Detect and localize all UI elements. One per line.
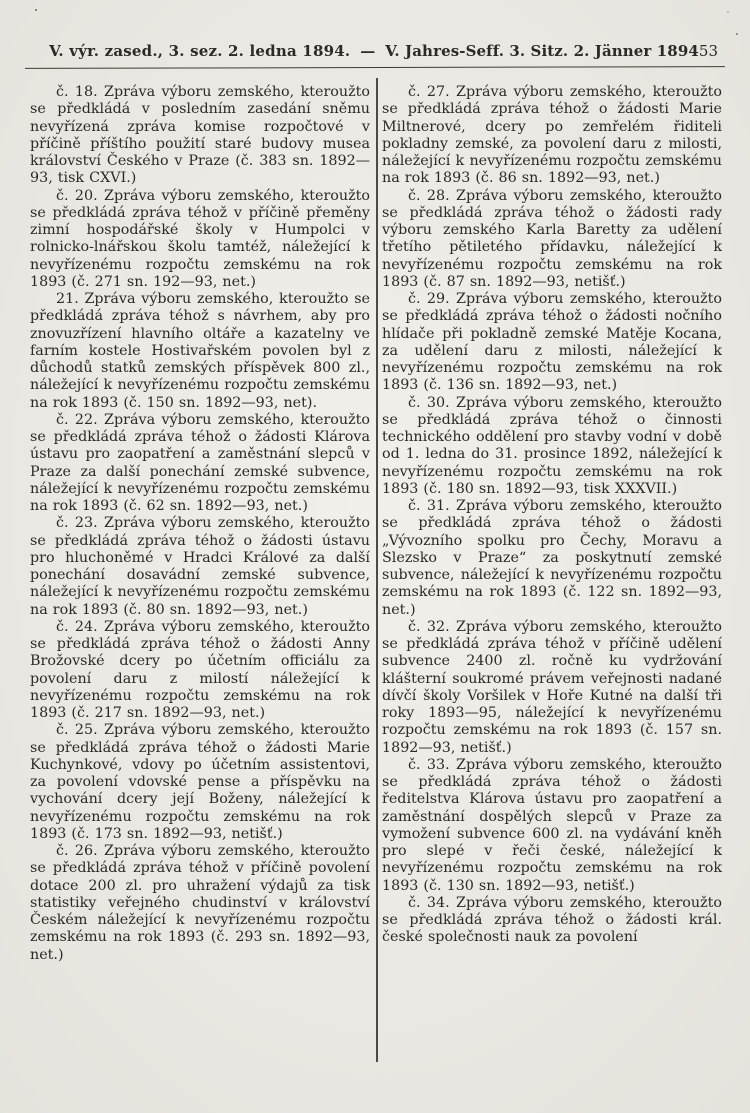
report-item-20: č. 20. Zpráva výboru zemského, kteroužto se předkládá zpráva téhož v příčině přeměny zimní hospodářské školy v Humpolci v rolnicko-lnářskou školu tamtéž, náležející k nevyřízenému rozpočtu zemskému na rok 1893 (č. 271 sn. 192—93, net.) <box>30 187 370 290</box>
left-column <box>30 84 370 964</box>
header-german-session-date: V. Jahres-Seff. 3. Sitz. 2. Jänner 1894 <box>385 42 699 60</box>
report-item-21: 21. Zpráva výboru zemského, kteroužto se předkládá zpráva téhož s návrhem, aby pro znovuzřízení hlavního oltáře a kazatelny ve farním kostele Hostivařském povolen byl z důchodů statků zemských příspěvek 800 zl., náležející k nevyřízenému rozpočtu zemskému na rok 1893 (č. 150 sn. 1892—93, net). <box>30 291 370 411</box>
report-item-25: č. 25. Zpráva výboru zemského, kteroužto se předkládá zpráva téhož o žádosti Marie Kuchynkové, vdovy po účetním assistentovi, za povolení vdovské pense a příspěvku na vychování dcery její Boženy, náležející k nevyřízenému rozpočtu zemskému na rok 1893 (č. 173 sn. 1892—93, netišť.) <box>30 722 370 842</box>
page-number: 53 <box>698 42 718 60</box>
report-item-32: č. 32. Zpráva výboru zemského, kteroužto se předkládá zpráva téhož v příčině udělení subvence 2400 zl. ročně ku vydržování klášterní soukromé právem veřejnosti nadané dívčí školy Voršilek v Hoře Kutné na další tři roky 1893—95, náležející k nevyřízenému rozpočtu zemskému na rok 1893 (č. 157 sn. 1892—93, netišť.) <box>382 618 722 756</box>
report-item-18: č. 18. Zpráva výboru zemského, kteroužto se předkládá v posledním zasedání sněmu nevyřízená zpráva komise rozpočtové v příčině příštího použití staré budovy musea království Českého v Praze (č. 383 sn. 1892—93, tisk CXVI.) <box>30 84 370 187</box>
report-item-22: č. 22. Zpráva výboru zemského, kteroužto se předkládá zpráva téhož o žádosti Klárova ústavu pro zaopatření a zaměstnání slepců v Praze za další ponechání zemské subvence, náležející k nevyřízenému rozpočtu zemskému na rok 1893 (č. 62 sn. 1892—93, net.) <box>30 411 370 514</box>
two-column-text-block <box>30 84 722 964</box>
header-dash: — <box>360 42 376 60</box>
header-divider-rule <box>25 66 725 69</box>
header-czech-session-date: V. výr. zased., 3. sez. 2. ledna 1894. <box>49 42 351 60</box>
report-item-33: č. 33. Zpráva výboru zemského, kteroužto se předkládá zpráva téhož o žádosti ředitelstva Klárova ústavu pro zaopatření a zaměstnání dospělých slepců v Praze za vymožení subvence 600 zl. na vydávání kněh pro slepé v řeči české, náležející k nevyřízenému rozpočtu zemskému na rok 1893 (č. 130 sn. 1892—93, netišť.) <box>382 756 722 894</box>
running-header <box>30 42 722 60</box>
right-column <box>382 84 722 964</box>
report-item-28: č. 28. Zpráva výboru zemského, kteroužto se předkládá zpráva téhož o žádosti rady výboru zemského Karla Baretty za udělení třetího pětiletého přídavku, náležející k nevyřízenému rozpočtu zemskému na rok 1893 (č. 87 sn. 1892—93, netišť.) <box>382 187 722 290</box>
report-item-26: č. 26. Zpráva výboru zemského, kteroužto se předkládá zpráva téhož v příčině povolení dotace 200 zl. pro uhražení výdajů za tisk statistiky veřejného chudinství v království Českém náležející k nevyřízenému rozpočtu zemskému na rok 1893 (č. 293 sn. 1892—93, net.) <box>30 843 370 963</box>
report-item-31: č. 31. Zpráva výboru zemského, kteroužto se předkládá zpráva téhož o žádosti „Vývozního spolku pro Čechy, Moravu a Slezsko v Praze“ za poskytnutí zemské subvence, náležející k nevyřízenému rozpočtu zemskému na rok 1893 (č. 122 sn. 1892—93, net.) <box>382 498 722 618</box>
report-item-24: č. 24. Zpráva výboru zemského, kteroužto se předkládá zpráva téhož o žádosti Anny Brožovské dcery po účetním officiálu za povolení daru z milostí náležející k nevyřízenému rozpočtu zemskému na rok 1893 (č. 217 sn. 1892—93, net.) <box>30 618 370 721</box>
report-item-27: č. 27. Zpráva výboru zemského, kteroužto se předkládá zpráva téhož o žádosti Marie Miltnerové, dcery po zemřelém řiditeli pokladny zemské, za povolení daru z milosti, náležející k nevyřízenému rozpočtu zemskému na rok 1893 (č. 86 sn. 1892—93, net.) <box>382 84 722 187</box>
report-item-23: č. 23. Zpráva výboru zemského, kteroužto se předkládá zpráva téhož o žádosti ústavu pro hluchoněmé v Hradci Králové za další ponechání dosavádní zemské subvence, náležející k nevyřízenému rozpočtu zemskému na rok 1893 (č. 80 sn. 1892—93, net.) <box>30 515 370 618</box>
report-item-30: č. 30. Zpráva výboru zemského, kteroužto se předkládá zpráva téhož o činnosti technického oddělení pro stavby vodní v době od 1. ledna do 31. prosince 1892, náležející k nevyřízenému rozpočtu zemskému na rok 1893 (č. 180 sn. 1892—93, tisk XXXVII.) <box>382 394 722 497</box>
report-item-34: č. 34. Zpráva výboru zemského, kteroužto se předkládá zpráva téhož o žádosti král. české společnosti nauk za povolení <box>382 894 722 946</box>
report-item-29: č. 29. Zpráva výboru zemského, kteroužto se předkládá zpráva téhož o žádosti nočního hlídače při pokladně zemské Matěje Kocana, za udělení daru z milosti, náležející k nevyřízenému rozpočtu zemskému na rok 1893 (č. 136 sn. 1892—93, net.) <box>382 291 722 394</box>
column-divider-rule <box>376 78 378 1062</box>
